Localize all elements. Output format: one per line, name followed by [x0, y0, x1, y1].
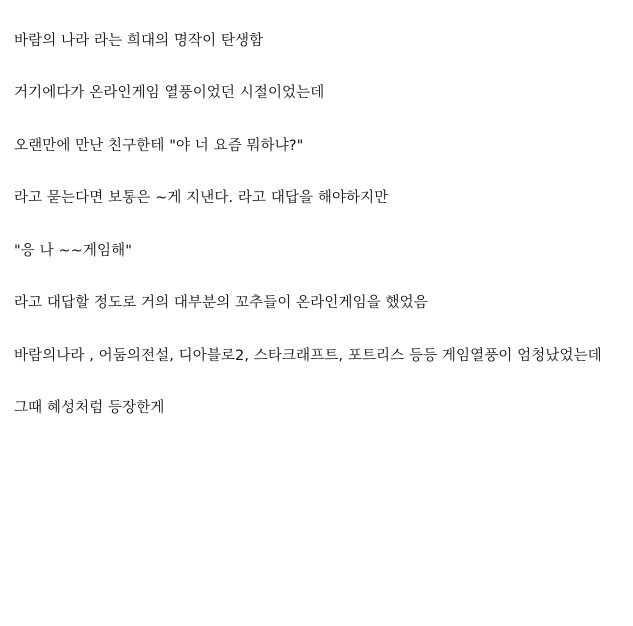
text-paragraph: 라고 대답할 정도로 거의 대부분의 꼬추들이 온라인게임을 했었음: [14, 295, 428, 312]
text-paragraph: 오랜만에 만난 친구한테 "야 너 요즘 뭐하냐?": [14, 137, 304, 154]
text-paragraph: 거기에다가 온라인게임 열풍이었던 시절이었는데: [14, 85, 325, 102]
text-paragraph: 바람의나라 , 어둠의전설, 디아블로2, 스타크래프트, 포트리스 등등 게임열풍이 엄청났었는데: [14, 347, 602, 364]
text-paragraph: 바람의 나라 라는 희대의 명작이 탄생함: [14, 33, 264, 49]
text-paragraph: 라고 묻는다면 보통은 ~게 지낸다. 라고 대답을 해야하지만: [14, 190, 389, 207]
text-paragraph: 그때 혜성처럼 등장한게: [14, 400, 165, 417]
text-paragraph: "응 나 ~~게임해": [14, 242, 132, 259]
